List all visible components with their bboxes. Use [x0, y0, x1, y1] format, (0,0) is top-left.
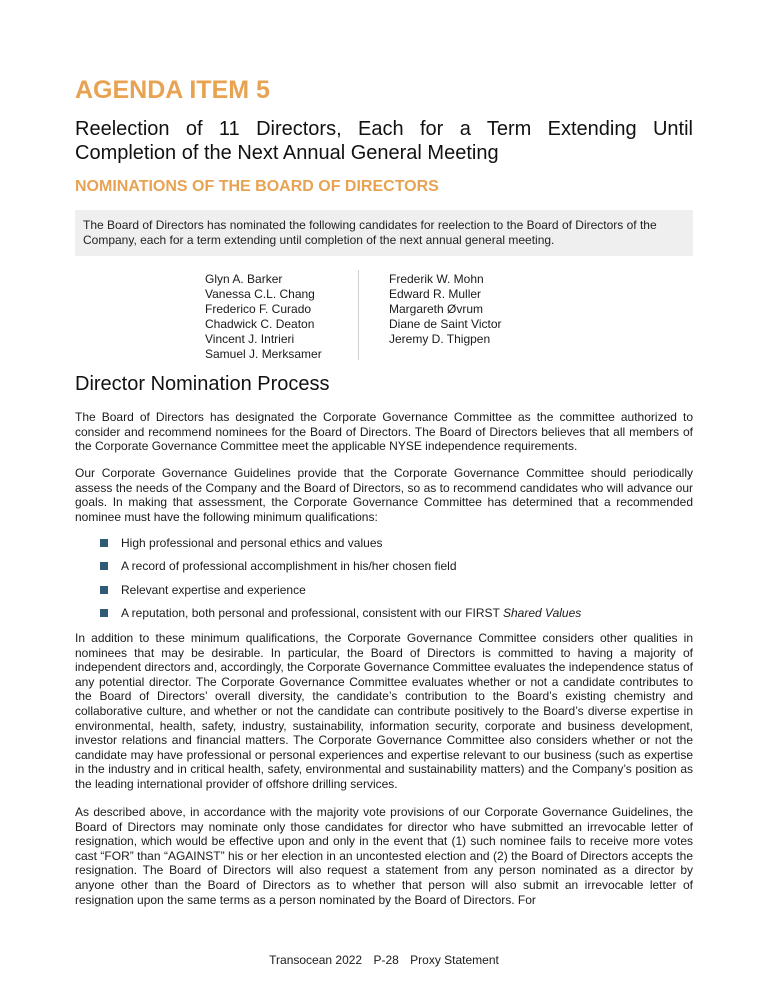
nominee-name: Frederico F. Curado — [205, 302, 312, 316]
footer-company: Transocean 2022 — [269, 953, 363, 967]
item-text: A reputation, both personal and professional, consistent with our FIRST — [121, 605, 503, 620]
footer-page-number: P-28 — [373, 953, 399, 967]
paragraph: In addition to these minimum qualifications, the Corporate Governance Committee considers other qualities in nominees that may be desirable. In particular, the Board of Directors is committed to having a majority of independent directors and, accordingly, the Corporate Governance Committee evaluates the independence status of any potential director. The Corporate Governance Committee evaluates whether or not a candidate contributes to the Board of Directors’ overall diversity, the candidate’s contribution to the Board’s existing chemistry and collaborative culture, and whether or not the candidate can contribute positively to the Board’s diverse expertise in environmental, health, safety, industry, sustainability, information security, corporate and business development, investor relations and financial matters. The Corporate Governance Committee also considers whether or not the candidate may have professional or personal experiences and expertise relevant to our business (such as expertise in the industry and in critical health, safety, environmental and sustainability matters) and the Company’s position as the leading international provider of offshore drilling services. — [75, 631, 693, 791]
nominee-name: Diane de Saint Victor — [389, 317, 502, 331]
list-item — [100, 583, 581, 606]
nominee-name: Vincent J. Intrieri — [205, 332, 295, 346]
nominee-name: Chadwick C. Deaton — [205, 317, 315, 331]
footer-document: Proxy Statement — [410, 953, 499, 967]
nominee-name: Jeremy D. Thigpen — [389, 332, 491, 346]
intro-text: The Board of Directors has nominated the following candidates for reelection to the Board of Directors of the Company, each for a term extending until completion of the next annual general meeting. — [83, 218, 657, 247]
nominee-name: Vanessa C.L. Chang — [205, 287, 315, 301]
nominee-name: Margareth Øvrum — [389, 302, 484, 316]
agenda-subtitle: Reelection of 11 Directors, Each for a Term Extending Until Completion of the Next Annual General Meeting — [75, 118, 693, 164]
nominee-list-column-1 — [205, 272, 322, 362]
qualifications-list — [100, 536, 581, 629]
nominee-name: Edward R. Muller — [389, 287, 482, 301]
process-heading: Director Nomination Process — [75, 373, 330, 395]
nominee-name: Frederik W. Mohn — [389, 272, 484, 286]
paragraph: As described above, in accordance with the majority vote provisions of our Corporate Governance Guidelines, the Board of Directors may nominate only those candidates for director who have submitted an irrevocable letter of resignation, which would be effective upon and only in the event that (1) such nominee fails to receive more votes cast “FOR” than “AGAINST” his or her election in an uncontested election and (2) the Board of Directors accepts the resignation. The Board of Directors will also request a statement from any person nominated as a director by anyone other than the Board of Directors as to whether that person will also submit an irrevocable letter of resignation upon the same terms as a person nominated by the Board of Directors. For — [75, 805, 693, 907]
nominee-name: Glyn A. Barker — [205, 272, 283, 286]
list-item — [100, 606, 581, 629]
square-bullet-icon — [100, 539, 108, 547]
agenda-title: AGENDA ITEM 5 — [75, 76, 270, 104]
nominee-list-column-2 — [389, 272, 502, 347]
list-item — [100, 559, 581, 582]
square-bullet-icon — [100, 586, 108, 594]
item-text: A record of professional accomplishment in his/her chosen field — [121, 559, 457, 574]
nominations-intro-box — [75, 210, 693, 256]
nominee-name: Samuel J. Merksamer — [205, 347, 322, 361]
item-text: Relevant expertise and experience — [121, 582, 306, 597]
paragraph: The Board of Directors has designated the Corporate Governance Committee as the committee authorized to consider and recommend nominees for the Board of Directors. The Board of Directors believes that all members of the Corporate Governance Committee meet the applicable NYSE independence requirements. — [75, 410, 693, 454]
square-bullet-icon — [100, 562, 108, 570]
item-text: High professional and personal ethics and values — [121, 536, 383, 550]
item-italic-text: Shared Values — [503, 605, 582, 620]
square-bullet-icon — [100, 609, 108, 617]
list-item — [100, 536, 581, 559]
nominations-heading: NOMINATIONS OF THE BOARD OF DIRECTORS — [75, 178, 439, 195]
paragraph: Our Corporate Governance Guidelines provide that the Corporate Governance Committee should periodically assess the needs of the Company and the Board of Directors, so as to recommend candidates who will advance our goals. In making that assessment, the Corporate Governance Committee has determined that a recommended nominee must have the following minimum qualifications: — [75, 466, 693, 524]
page-footer — [0, 953, 768, 967]
column-divider — [358, 270, 359, 360]
